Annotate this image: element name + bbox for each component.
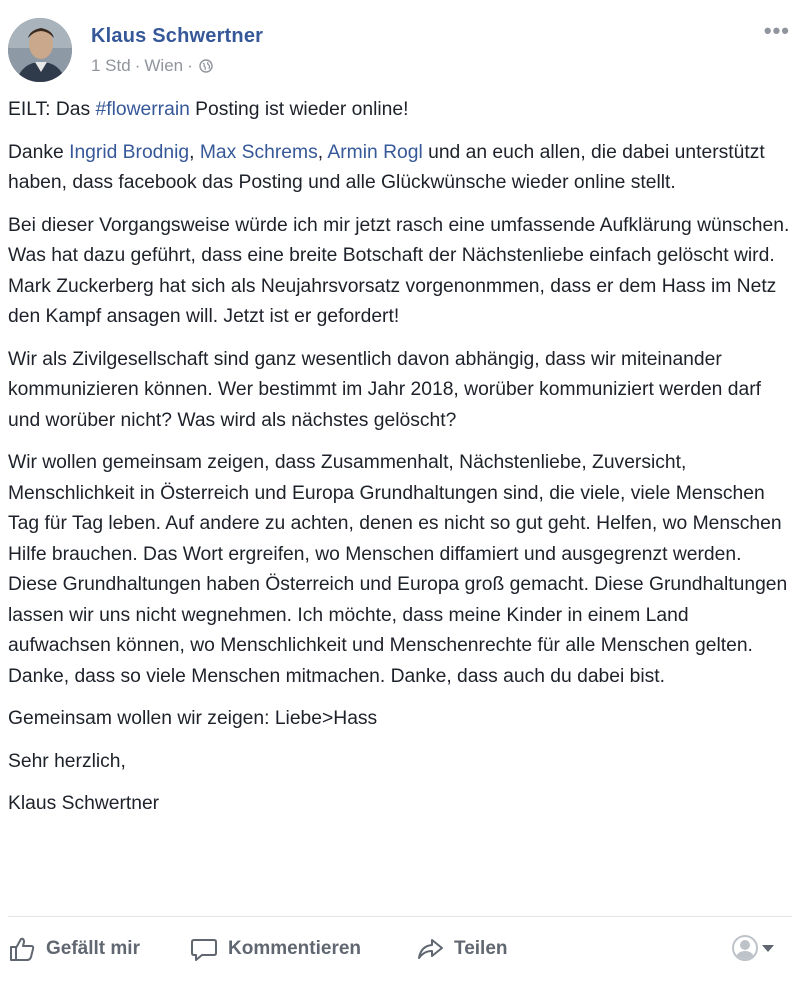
paragraph-4: Wir als Zivilgesellschaft sind ganz wesentlich davon abhängig, dass wir miteinander kommunizieren können. Wer bestimmt im Jahr 2018, worüber kommuniziert werden darf und worüber nicht? Was wird als nächstes gelöscht?	[8, 348, 761, 431]
meta-separator-2: ·	[187, 56, 193, 75]
paragraph-7: Sehr herzlich,	[8, 750, 126, 772]
share-arrow-icon	[416, 935, 444, 963]
post-meta	[91, 56, 213, 76]
thumbs-up-icon	[8, 935, 36, 963]
paragraph-5: Wir wollen gemeinsam zeigen, dass Zusammenhalt, Nächstenliebe, Zuversicht, Menschlichkeit in Österreich und Europa Grundhaltungen sind, die viele, viele Menschen Tag für Tag leben. Auf andere zu achten, denen es nicht so gut geht. Helfen, wo Menschen Hilfe brauchen. Das Wort ergreifen, wo Menschen diffamiert und ausgegrenzt werden. Diese Grundhaltungen haben Österreich und Europa groß gemacht. Diese Grundhaltungen lassen wir uns nicht wegnehmen. Ich möchte, dass meine Kinder in einem Land aufwachsen können, wo Menschlichkeit und Menschenrechte für alle Menschen gelten. Danke, dass so viele Menschen mitmachen. Danke, dass auch du dabei bist.	[8, 452, 788, 687]
share-label: Teilen	[454, 938, 508, 959]
comment-icon	[190, 935, 218, 963]
caret-down-icon	[762, 945, 774, 952]
like-button[interactable]	[8, 928, 140, 970]
post-body	[8, 95, 794, 832]
hashtag-link[interactable]: #flowerrain	[95, 99, 190, 120]
post-location[interactable]: Wien	[144, 56, 184, 75]
more-horizontal-icon[interactable]: •••	[763, 18, 790, 43]
share-button[interactable]	[416, 928, 508, 970]
mention-max-schrems[interactable]: Max Schrems	[199, 141, 318, 163]
post-time[interactable]: 1 Std	[91, 56, 131, 75]
comment-label: Kommentieren	[228, 938, 362, 959]
paragraph-3: Bei dieser Vorgangsweise würde ich mir jetzt rasch eine umfassende Aufklärung wünschen. Was hat dazu geführt, dass eine breite Botschaft der Nächstenliebe einfach gelöscht wird. Mark Zuckerberg hat sich als Neujahrsvorsatz vorgenonmmen, dass er dem Hass im Netz den Kampf ansagen will. Jetzt ist er gefordert!	[8, 214, 790, 327]
actions-divider	[8, 916, 792, 917]
mention-armin-rogl[interactable]: Armin Rogl	[327, 141, 423, 163]
paragraph-1: EILT: Das #flowerrain Posting ist wieder online!	[8, 99, 409, 120]
globe-icon[interactable]	[199, 59, 213, 73]
post-header	[8, 18, 800, 82]
meta-separator: ·	[134, 56, 141, 75]
mention-ingrid-brodnig[interactable]: Ingrid Brodnig	[69, 141, 190, 163]
author-avatar[interactable]	[8, 18, 72, 82]
paragraph-6: Gemeinsam wollen wir zeigen: Liebe>Hass	[8, 708, 378, 729]
paragraph-8: Klaus Schwertner	[8, 793, 160, 814]
like-label: Gefällt mir	[46, 938, 140, 959]
author-name[interactable]: Klaus Schwertner	[91, 25, 264, 47]
paragraph-2: Danke Ingrid Brodnig, Max Schrems, Armin Rogl und an euch allen, die dabei unterstützt haben, dass facebook das Posting und alle Glückwünsche wieder online stellt.	[8, 141, 765, 193]
post-actions	[8, 928, 792, 970]
avatar-icon	[732, 935, 758, 961]
reaction-identity-selector[interactable]	[732, 935, 774, 961]
comment-button[interactable]	[190, 928, 361, 970]
